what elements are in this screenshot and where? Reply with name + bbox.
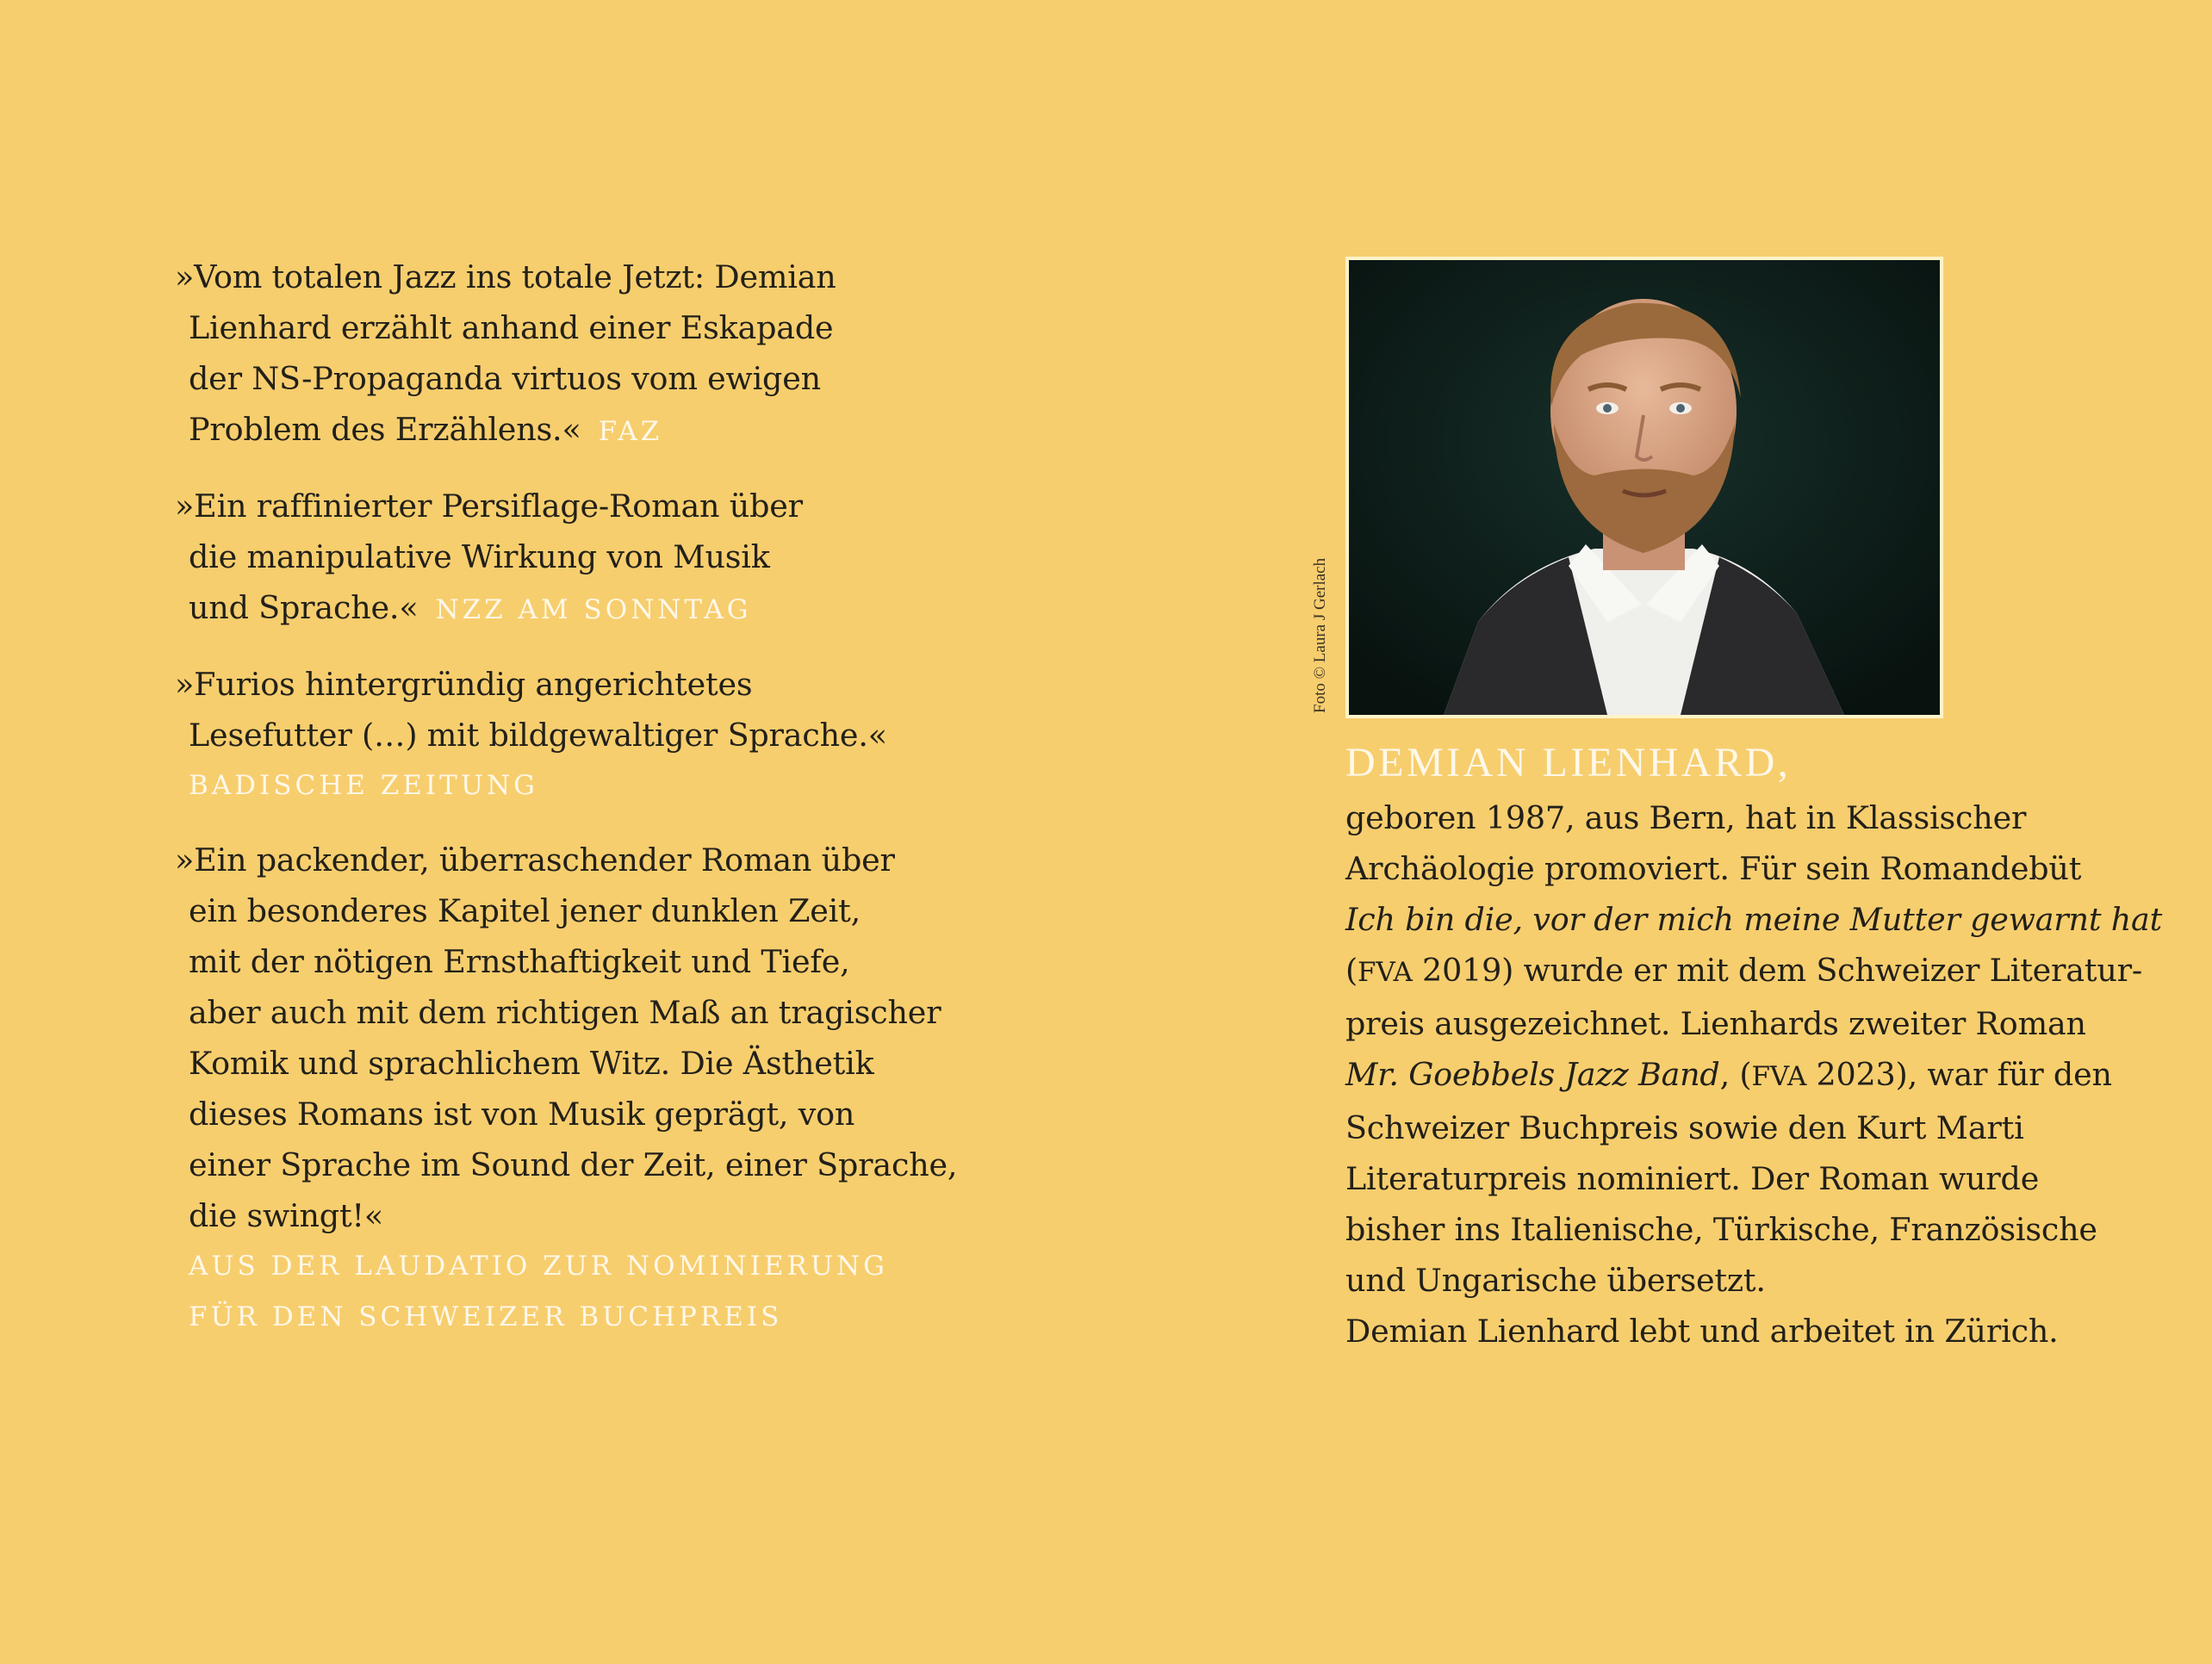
quote-line: »Furios hintergründig angerichtetes — [175, 666, 753, 703]
quote-line: die swingt!« — [189, 1197, 384, 1234]
quote-source: BADISCHE ZEITUNG — [189, 770, 538, 801]
quote-line: ein besonderes Kapitel jener dunklen Zeit, — [189, 892, 861, 929]
author-portrait-illustration — [1349, 260, 1940, 715]
quote-line: »Vom totalen Jazz ins totale Jetzt: Demian — [175, 258, 836, 295]
quote-source: NZZ AM SONNTAG — [435, 594, 752, 625]
author-name: DEMIAN LIENHARD, — [1345, 740, 1792, 785]
photo-credit: Foto © Laura J Gerlach — [1311, 557, 1329, 713]
quote-line — [175, 582, 933, 636]
publisher-abbr: FVA — [1358, 957, 1413, 988]
quote-line: »Ein packender, überraschender Roman über — [175, 841, 895, 879]
bio-text: , ( — [1719, 1056, 1752, 1093]
quote-line: der NS-Propaganda virtuos vom ewigen — [189, 360, 821, 397]
press-quote-faz — [175, 251, 933, 457]
bio-line: Literaturpreis nominiert. Der Roman wurde — [1345, 1160, 2040, 1197]
quote-line: Lesefutter (…) mit bildgewaltiger Sprache.« — [189, 717, 887, 754]
press-quotes — [175, 251, 958, 1366]
bio-text: 2023), war für den — [1806, 1056, 2112, 1093]
quote-line: dieses Romans ist von Musik geprägt, von — [189, 1096, 855, 1133]
bio-text: 2019) wurde er mit dem Schweizer Literatur- — [1412, 952, 2143, 989]
press-quote-laudatio — [175, 835, 958, 1343]
book-title: Ich bin die, vor der mich meine Mutter gewarnt hat — [1345, 901, 2163, 938]
quote-source: FAZ — [598, 416, 663, 447]
quote-line: mit der nötigen Ernsthaftigkeit und Tiefe, — [189, 943, 850, 980]
quote-line: Lienhard erzählt anhand einer Eskapade — [189, 309, 834, 346]
quote-line: aber auch mit dem richtigen Maß an tragischer — [189, 994, 941, 1031]
quote-line: Komik und sprachlichem Witz. Die Ästhetik — [189, 1045, 874, 1082]
press-quote-badische — [175, 659, 933, 811]
press-quote-nzz — [175, 481, 933, 636]
author-photo — [1345, 257, 1943, 718]
quote-line: die manipulative Wirkung von Musik — [189, 538, 770, 575]
bio-line: geboren 1987, aus Bern, hat in Klassischer — [1345, 799, 2027, 836]
book-title: Mr. Goebbels Jazz Band — [1345, 1056, 1720, 1093]
quote-line-text: und Sprache.« — [189, 589, 419, 626]
quote-source: FÜR DEN SCHWEIZER BUCHPREIS — [189, 1301, 783, 1332]
bio-line: Schweizer Buchpreis sowie den Kurt Marti — [1345, 1109, 2024, 1146]
author-bio — [1345, 734, 2163, 1357]
bio-text: ( — [1345, 952, 1358, 989]
bio-line — [1345, 1049, 2112, 1102]
publisher-abbr: FVA — [1751, 1061, 1807, 1092]
quote-line — [175, 404, 933, 457]
quote-line-text: Problem des Erzählens.« — [189, 411, 581, 448]
quote-source: AUS DER LAUDATIO ZUR NOMINIERUNG — [189, 1251, 888, 1282]
bio-line: und Ungarische übersetzt. — [1345, 1262, 1766, 1299]
bio-line: Demian Lienhard lebt und arbeitet in Zürich. — [1345, 1313, 2059, 1350]
bio-line — [1345, 945, 2143, 998]
bio-line — [1345, 894, 2163, 945]
bio-line: preis ausgezeichnet. Lienhards zweiter Roman — [1345, 1005, 2086, 1042]
bio-line: bisher ins Italienische, Türkische, Französische — [1345, 1211, 2097, 1248]
quote-line: »Ein raffinierter Persiflage-Roman über — [175, 487, 803, 525]
quote-line: einer Sprache im Sound der Zeit, einer Sprache, — [189, 1146, 958, 1183]
bio-line: Archäologie promoviert. Für sein Romandebüt — [1345, 850, 2082, 887]
